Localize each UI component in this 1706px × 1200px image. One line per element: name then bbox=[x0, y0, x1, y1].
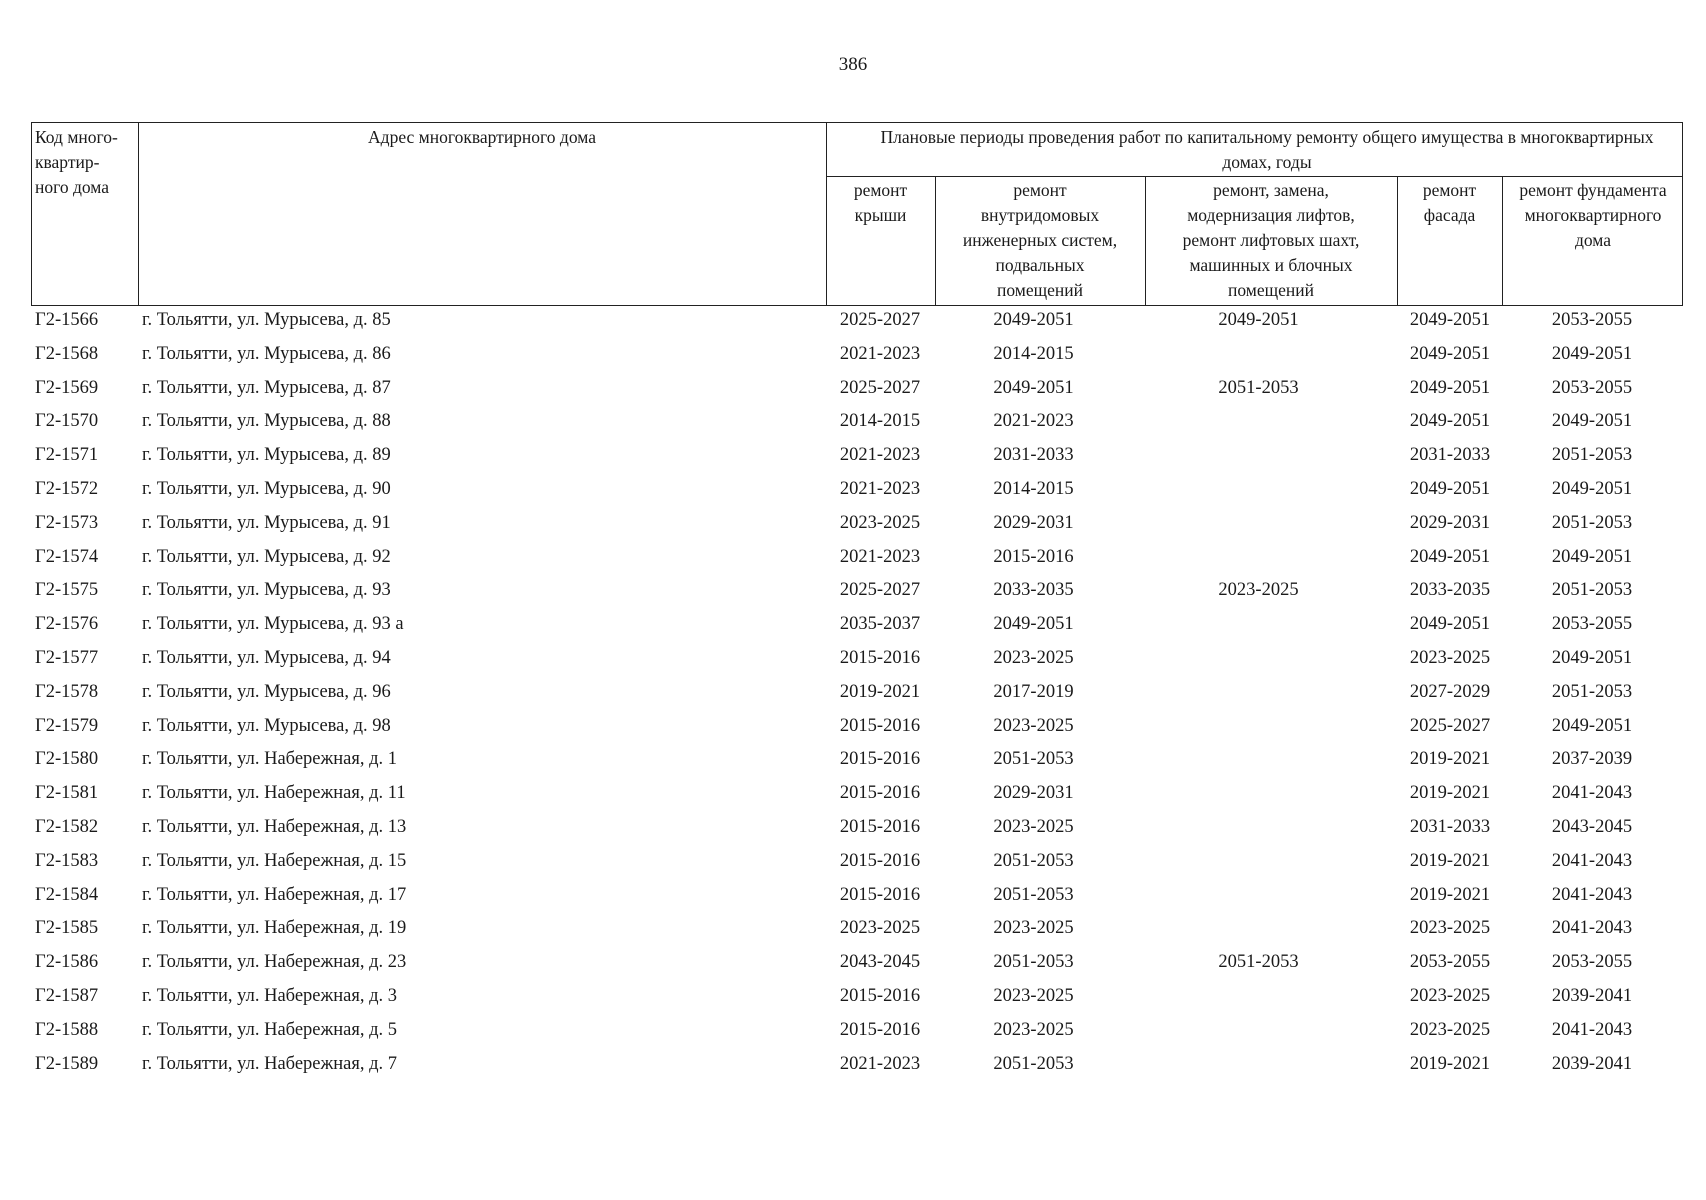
roof-period: 2021-2023 bbox=[839, 546, 921, 567]
house-address: г. Тольятти, ул. Набережная, д. 17 bbox=[142, 884, 407, 905]
house-address: г. Тольятти, ул. Набережная, д. 5 bbox=[142, 1019, 398, 1040]
house-code: Г2-1572 bbox=[35, 478, 99, 499]
systems-period: 2051-2053 bbox=[993, 850, 1074, 871]
systems-period: 2049-2051 bbox=[993, 377, 1074, 398]
roof-period: 2035-2037 bbox=[839, 614, 921, 635]
facade-period: 2053-2055 bbox=[1409, 952, 1491, 973]
table-row bbox=[31, 509, 1683, 543]
systems-period: 2014-2015 bbox=[993, 343, 1074, 364]
table-row bbox=[31, 914, 1683, 948]
systems-period: 2014-2015 bbox=[993, 478, 1074, 499]
house-address: г. Тольятти, ул. Мурысева, д. 90 bbox=[142, 478, 391, 499]
header-code: Код много- квартир- ного дома bbox=[35, 127, 118, 197]
table-row bbox=[31, 340, 1683, 374]
table-row bbox=[31, 407, 1683, 441]
systems-period: 2051-2053 bbox=[993, 884, 1074, 905]
foundation-period: 2049-2051 bbox=[1551, 715, 1633, 736]
table-row bbox=[31, 779, 1683, 813]
roof-period: 2021-2023 bbox=[839, 343, 921, 364]
table-row bbox=[31, 644, 1683, 678]
foundation-period: 2043-2045 bbox=[1551, 816, 1633, 837]
facade-period: 2023-2025 bbox=[1409, 1019, 1491, 1040]
house-code: Г2-1574 bbox=[35, 546, 99, 567]
foundation-period: 2053-2055 bbox=[1551, 614, 1633, 635]
table-header bbox=[31, 122, 1683, 306]
house-address: г. Тольятти, ул. Мурысева, д. 88 bbox=[142, 411, 391, 432]
roof-period: 2025-2027 bbox=[839, 310, 921, 330]
systems-period: 2031-2033 bbox=[993, 445, 1074, 466]
systems-period: 2023-2025 bbox=[993, 918, 1074, 939]
facade-period: 2029-2031 bbox=[1409, 512, 1491, 533]
table-row bbox=[31, 1016, 1683, 1050]
roof-period: 2014-2015 bbox=[839, 411, 921, 432]
roof-period: 2023-2025 bbox=[839, 512, 921, 533]
systems-period: 2017-2019 bbox=[993, 681, 1074, 702]
table-row bbox=[31, 441, 1683, 475]
systems-period: 2021-2023 bbox=[993, 411, 1074, 432]
foundation-period: 2053-2055 bbox=[1551, 952, 1633, 973]
systems-period: 2049-2051 bbox=[993, 310, 1074, 330]
roof-period: 2043-2045 bbox=[839, 952, 921, 973]
house-address: г. Тольятти, ул. Мурысева, д. 98 bbox=[142, 715, 391, 736]
facade-period: 2049-2051 bbox=[1409, 614, 1491, 635]
table-row bbox=[31, 813, 1683, 847]
house-code: Г2-1575 bbox=[35, 580, 99, 601]
foundation-period: 2049-2051 bbox=[1551, 343, 1633, 364]
table-row bbox=[31, 374, 1683, 408]
systems-period: 2023-2025 bbox=[993, 647, 1074, 668]
foundation-period: 2051-2053 bbox=[1551, 681, 1633, 702]
facade-period: 2049-2051 bbox=[1409, 411, 1491, 432]
table-row bbox=[31, 881, 1683, 915]
roof-period: 2015-2016 bbox=[839, 647, 921, 668]
house-code: Г2-1589 bbox=[35, 1053, 99, 1074]
systems-period: 2033-2035 bbox=[993, 580, 1074, 601]
house-code: Г2-1582 bbox=[35, 816, 99, 837]
divider bbox=[826, 176, 1682, 177]
house-code: Г2-1571 bbox=[35, 445, 99, 466]
roof-period: 2025-2027 bbox=[839, 580, 921, 601]
foundation-period: 2051-2053 bbox=[1551, 512, 1633, 533]
house-code: Г2-1577 bbox=[35, 647, 99, 668]
header-periods: Плановые периоды проведения работ по капитальному ремонту общего имущества в многоквартирных домах, годы bbox=[880, 127, 1654, 172]
lifts-period: 2023-2025 bbox=[1218, 580, 1299, 601]
systems-period: 2023-2025 bbox=[993, 1019, 1074, 1040]
foundation-period: 2041-2043 bbox=[1551, 918, 1633, 939]
roof-period: 2021-2023 bbox=[839, 445, 921, 466]
roof-period: 2015-2016 bbox=[839, 884, 921, 905]
systems-period: 2049-2051 bbox=[993, 614, 1074, 635]
facade-period: 2023-2025 bbox=[1409, 918, 1491, 939]
house-code: Г2-1566 bbox=[35, 310, 99, 330]
header-foundation: ремонт фундамента многоквартирного дома bbox=[1519, 180, 1667, 250]
header-address: Адрес многоквартирного дома bbox=[368, 127, 596, 147]
house-code: Г2-1570 bbox=[35, 411, 99, 432]
page-number: 386 bbox=[838, 54, 868, 75]
house-code: Г2-1578 bbox=[35, 681, 99, 702]
roof-period: 2023-2025 bbox=[839, 918, 921, 939]
foundation-period: 2039-2041 bbox=[1551, 985, 1633, 1006]
house-address: г. Тольятти, ул. Мурысева, д. 92 bbox=[142, 546, 391, 567]
systems-period: 2051-2053 bbox=[993, 749, 1074, 770]
roof-period: 2015-2016 bbox=[839, 783, 921, 804]
house-code: Г2-1579 bbox=[35, 715, 99, 736]
facade-period: 2049-2051 bbox=[1409, 546, 1491, 567]
house-address: г. Тольятти, ул. Набережная, д. 13 bbox=[142, 816, 407, 837]
lifts-period: 2051-2053 bbox=[1218, 952, 1299, 973]
roof-period: 2015-2016 bbox=[839, 985, 921, 1006]
house-address: г. Тольятти, ул. Набережная, д. 23 bbox=[142, 952, 407, 973]
house-code: Г2-1569 bbox=[35, 377, 99, 398]
house-code: Г2-1584 bbox=[35, 884, 99, 905]
table-row bbox=[31, 847, 1683, 881]
house-address: г. Тольятти, ул. Набережная, д. 11 bbox=[142, 783, 406, 804]
table-row bbox=[31, 475, 1683, 509]
table-body bbox=[31, 306, 1683, 1083]
facade-period: 2019-2021 bbox=[1409, 884, 1491, 905]
house-address: г. Тольятти, ул. Набережная, д. 15 bbox=[142, 850, 407, 871]
house-address: г. Тольятти, ул. Мурысева, д. 94 bbox=[142, 647, 391, 668]
foundation-period: 2049-2051 bbox=[1551, 478, 1633, 499]
foundation-period: 2041-2043 bbox=[1551, 850, 1633, 871]
house-address: г. Тольятти, ул. Набережная, д. 19 bbox=[142, 918, 407, 939]
foundation-period: 2049-2051 bbox=[1551, 546, 1633, 567]
foundation-period: 2039-2041 bbox=[1551, 1053, 1633, 1074]
facade-period: 2033-2035 bbox=[1409, 580, 1491, 601]
foundation-period: 2051-2053 bbox=[1551, 445, 1633, 466]
house-address: г. Тольятти, ул. Мурысева, д. 93 а bbox=[142, 614, 404, 635]
facade-period: 2049-2051 bbox=[1409, 377, 1491, 398]
roof-period: 2019-2021 bbox=[839, 681, 921, 702]
facade-period: 2025-2027 bbox=[1409, 715, 1491, 736]
systems-period: 2023-2025 bbox=[993, 715, 1074, 736]
table-row bbox=[31, 576, 1683, 610]
foundation-period: 2041-2043 bbox=[1551, 884, 1633, 905]
systems-period: 2051-2053 bbox=[993, 952, 1074, 973]
lifts-period: 2051-2053 bbox=[1218, 377, 1299, 398]
house-code: Г2-1586 bbox=[35, 952, 99, 973]
house-address: г. Тольятти, ул. Мурысева, д. 96 bbox=[142, 681, 391, 702]
foundation-period: 2049-2051 bbox=[1551, 411, 1633, 432]
divider bbox=[138, 123, 139, 305]
facade-period: 2031-2033 bbox=[1409, 816, 1491, 837]
house-code: Г2-1587 bbox=[35, 985, 99, 1006]
table-row bbox=[31, 982, 1683, 1016]
facade-period: 2027-2029 bbox=[1409, 681, 1491, 702]
roof-period: 2025-2027 bbox=[839, 377, 921, 398]
roof-period: 2015-2016 bbox=[839, 1019, 921, 1040]
facade-period: 2019-2021 bbox=[1409, 783, 1491, 804]
house-code: Г2-1573 bbox=[35, 512, 99, 533]
foundation-period: 2041-2043 bbox=[1551, 783, 1633, 804]
roof-period: 2015-2016 bbox=[839, 749, 921, 770]
table-row bbox=[31, 306, 1683, 340]
house-code: Г2-1585 bbox=[35, 918, 99, 939]
table-row bbox=[31, 610, 1683, 644]
roof-period: 2021-2023 bbox=[839, 1053, 921, 1074]
roof-period: 2015-2016 bbox=[839, 715, 921, 736]
header-facade: ремонт фасада bbox=[1422, 180, 1477, 225]
foundation-period: 2037-2039 bbox=[1551, 749, 1633, 770]
house-address: г. Тольятти, ул. Набережная, д. 3 bbox=[142, 985, 398, 1006]
facade-period: 2049-2051 bbox=[1409, 478, 1491, 499]
house-code: Г2-1576 bbox=[35, 614, 99, 635]
house-address: г. Тольятти, ул. Мурысева, д. 91 bbox=[142, 512, 391, 533]
facade-period: 2019-2021 bbox=[1409, 850, 1491, 871]
systems-period: 2023-2025 bbox=[993, 816, 1074, 837]
roof-period: 2015-2016 bbox=[839, 850, 921, 871]
facade-period: 2049-2051 bbox=[1409, 343, 1491, 364]
foundation-period: 2041-2043 bbox=[1551, 1019, 1633, 1040]
house-code: Г2-1568 bbox=[35, 343, 99, 364]
roof-period: 2015-2016 bbox=[839, 816, 921, 837]
facade-period: 2019-2021 bbox=[1409, 1053, 1491, 1074]
house-address: г. Тольятти, ул. Мурысева, д. 93 bbox=[142, 580, 391, 601]
house-address: г. Тольятти, ул. Мурысева, д. 87 bbox=[142, 377, 391, 398]
house-code: Г2-1581 bbox=[35, 783, 99, 804]
house-address: г. Тольятти, ул. Набережная, д. 7 bbox=[142, 1053, 398, 1074]
header-systems: ремонт внутридомовых инженерных систем, подвальных помещений bbox=[962, 180, 1118, 300]
systems-period: 2051-2053 bbox=[993, 1053, 1074, 1074]
facade-period: 2023-2025 bbox=[1409, 985, 1491, 1006]
facade-period: 2031-2033 bbox=[1409, 445, 1491, 466]
table-row bbox=[31, 1050, 1683, 1084]
systems-period: 2015-2016 bbox=[993, 546, 1074, 567]
table-row bbox=[31, 712, 1683, 746]
lifts-period: 2049-2051 bbox=[1218, 310, 1299, 330]
table-row bbox=[31, 745, 1683, 779]
header-roof: ремонт крыши bbox=[853, 180, 908, 225]
roof-period: 2021-2023 bbox=[839, 478, 921, 499]
systems-period: 2023-2025 bbox=[993, 985, 1074, 1006]
house-code: Г2-1588 bbox=[35, 1019, 99, 1040]
facade-period: 2023-2025 bbox=[1409, 647, 1491, 668]
foundation-period: 2053-2055 bbox=[1551, 310, 1633, 330]
header-lifts: ремонт, замена, модернизация лифтов, ремонт лифтовых шахт, машинных и блочных помещений bbox=[1182, 180, 1360, 300]
house-address: г. Тольятти, ул. Набережная, д. 1 bbox=[142, 749, 398, 770]
house-code: Г2-1580 bbox=[35, 749, 99, 770]
table-row bbox=[31, 543, 1683, 577]
house-address: г. Тольятти, ул. Мурысева, д. 89 bbox=[142, 445, 391, 466]
facade-period: 2019-2021 bbox=[1409, 749, 1491, 770]
systems-period: 2029-2031 bbox=[993, 783, 1074, 804]
table-row bbox=[31, 678, 1683, 712]
foundation-period: 2049-2051 bbox=[1551, 647, 1633, 668]
house-address: г. Тольятти, ул. Мурысева, д. 85 bbox=[142, 310, 391, 330]
house-address: г. Тольятти, ул. Мурысева, д. 86 bbox=[142, 343, 391, 364]
table-row bbox=[31, 948, 1683, 982]
systems-period: 2029-2031 bbox=[993, 512, 1074, 533]
facade-period: 2049-2051 bbox=[1409, 310, 1491, 330]
foundation-period: 2051-2053 bbox=[1551, 580, 1633, 601]
foundation-period: 2053-2055 bbox=[1551, 377, 1633, 398]
house-code: Г2-1583 bbox=[35, 850, 99, 871]
